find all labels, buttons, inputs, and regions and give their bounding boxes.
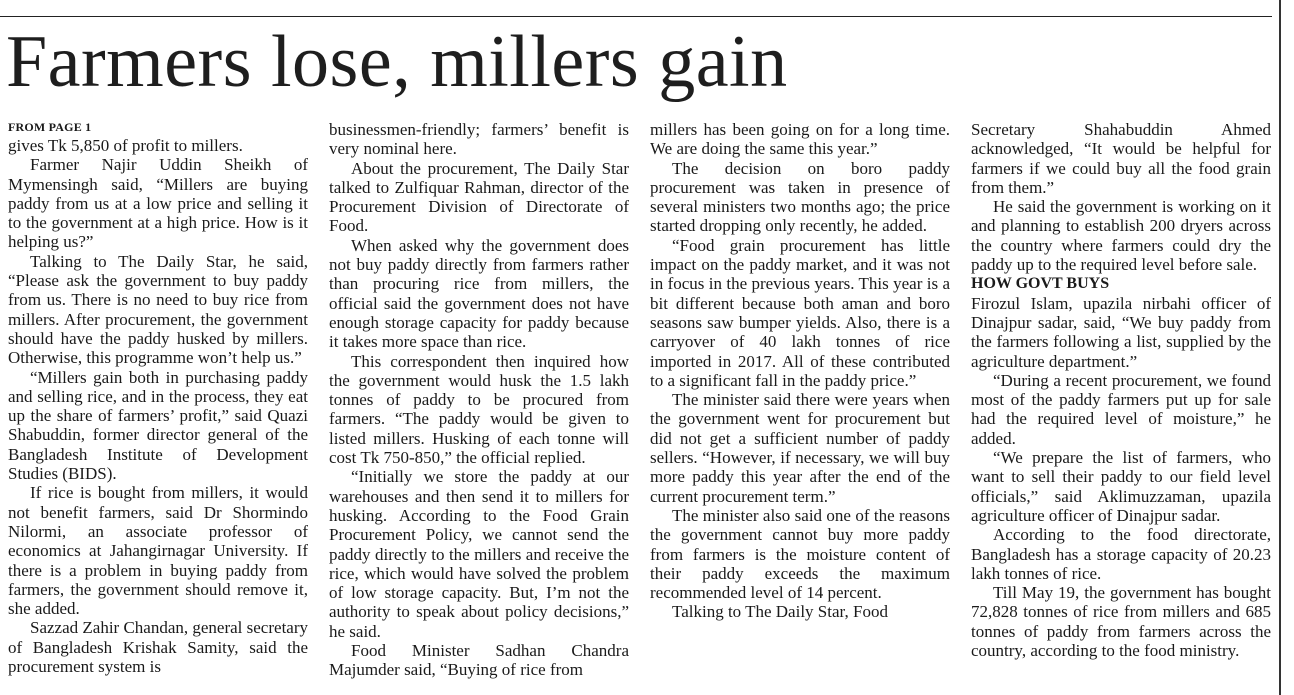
paragraph: Farmer Najir Uddin Sheikh of Mymensingh said, “Millers are buying paddy from us at a low price and selling it to the government at a high price. How is it helping us?” [8, 155, 308, 252]
paragraph: The minister said there were years when the government went for procurement but did not get a sufficient number of paddy sellers. “However, if necessary, we will buy more paddy this year after the end of the current procurement term.” [650, 390, 950, 506]
article-column-3 [650, 120, 950, 695]
paragraph: gives Tk 5,850 of profit to millers. [8, 136, 243, 155]
section-subhead: HOW GOVT BUYS [971, 275, 1110, 293]
paragraph: businessmen-friendly; farmers’ benefit is very nominal here. [329, 120, 629, 159]
paragraph: The decision on boro paddy procurement was taken in presence of several ministers two months ago; the price started dropping only recently, he added. [650, 158, 950, 236]
paragraph: “Food grain procurement has little impact on the paddy market, and it was not in focus in the previous years. This year is a bit different because both aman and boro seasons saw bumper yields. Also, there is a carryover of 40 lakh tonnes of rice imported in 2017. All of these contributed to a significant fall in the paddy price.” [650, 235, 950, 390]
paragraph: Talking to The Daily Star, Food [672, 602, 888, 622]
paragraph: “We prepare the list of farmers, who want to sell their paddy to our field level officials,” said Aklimuzzaman, upazila agriculture officer of Dinajpur sadar. [971, 448, 1271, 525]
paragraph: Till May 19, the government has bought 72,828 tonnes of rice from millers and 685 tonnes of paddy from farmers across the country, according to the food ministry. [971, 583, 1271, 661]
paragraph: The minister also said one of the reasons the government cannot buy more paddy from farmers is the moisture content of their paddy exceeds the maximum recommended level of 14 percent. [650, 505, 950, 603]
paragraph: When asked why the government does not buy paddy directly from farmers rather than procuring rice from millers, the official said the government does not have enough storage capacity for paddy because it takes more space than rice. [329, 235, 629, 352]
paragraph: According to the food directorate, Bangladesh has a storage capacity of 20.23 lakh tonnes of rice. [971, 525, 1271, 583]
paragraph: “Initially we store the paddy at our warehouses and then send it to millers for husking. According to the Food Grain Procurement Policy, we cannot send the paddy directly to the millers and receive the rice, which would have solved the problem of low storage capacity. But, I’m not the authority to speak about policy decisions,” he said. [329, 467, 629, 641]
article-column-2 [329, 120, 629, 695]
paragraph: Firozul Islam, upazila nirbahi officer of Dinajpur sadar, said, “We buy paddy from the farmers following a list, supplied by the agriculture department.” [971, 293, 1271, 371]
paragraph: He said the government is working on it and planning to establish 200 dryers across the country where farmers could dry the paddy up to the required level before sale. [971, 197, 1271, 275]
top-rule [0, 16, 1272, 17]
adjacent-page-edge [1284, 0, 1294, 695]
page-edge-rule [1279, 0, 1281, 695]
paragraph: “During a recent procurement, we found most of the paddy farmers put up for sale had the required level of moisture,” he added. [971, 370, 1271, 448]
article-column-1 [8, 120, 308, 695]
paragraph: About the procurement, The Daily Star talked to Zulfiquar Rahman, director of the Procurement Division of Directorate of Food. [329, 158, 629, 236]
paragraph: Food Minister Sadhan Chandra Majumder said, “Buying of rice from [329, 641, 629, 680]
paragraph: If rice is bought from millers, it would not benefit farmers, said Dr Shormindo Nilormi, an associate professor of economics at Jahangirnagar University. If there is a problem in buying paddy from farmers, the government should remove it, she added. [8, 483, 308, 619]
continuation-kicker: FROM PAGE 1 [8, 120, 92, 134]
paragraph: “Millers gain both in purchasing paddy and selling rice, and in the process, they eat up the share of farmers’ profit,” said Quazi Shabuddin, former director general of the Bangladesh Institute of Development Studies (BIDS). [8, 367, 308, 484]
paragraph: Secretary Shahabuddin Ahmed acknowledged, “It would be helpful for farmers if we could buy all the food grain from them.” [971, 120, 1271, 197]
paragraph: Sazzad Zahir Chandan, general secretary of Bangladesh Krishak Samity, said the procurement system is [8, 618, 308, 677]
headline: Farmers lose, millers gain [6, 21, 788, 103]
paragraph: millers has been going on for a long time. We are doing the same this year.” [650, 120, 950, 159]
paragraph: This correspondent then inquired how the government would husk the 1.5 lakh tonnes of paddy to be procured from farmers. “The paddy would be given to listed millers. Husking of each tonne will cost Tk 750-850,” the official replied. [329, 351, 629, 468]
paragraph: Talking to The Daily Star, he said, “Please ask the government to buy paddy from us. There is no need to buy rice from millers. After procurement, the government should have the paddy husked by millers. Otherwise, this programme won’t help us.” [8, 251, 308, 368]
article-column-4 [971, 120, 1271, 695]
